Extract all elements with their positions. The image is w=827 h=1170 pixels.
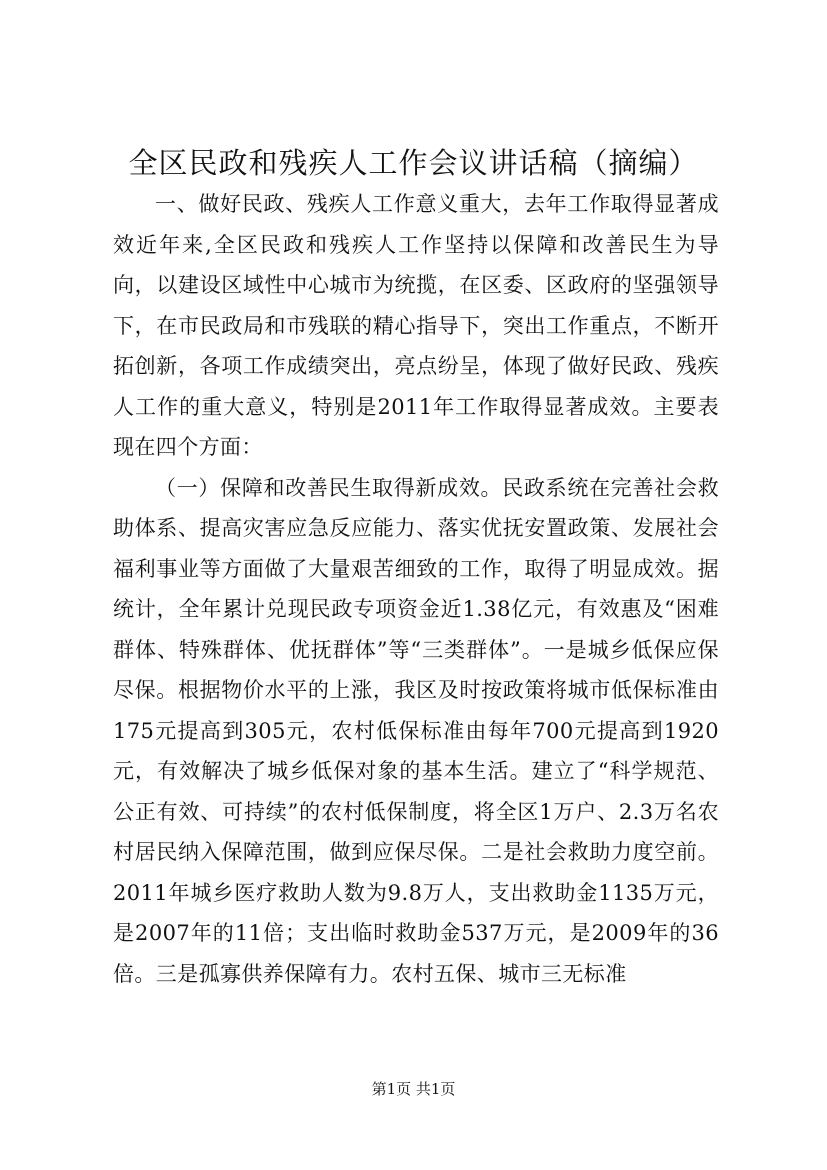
page-footer: 第1页 共1页 <box>371 1080 456 1098</box>
document-body <box>113 184 719 994</box>
paragraph-intro: 一、做好民政、残疾人工作意义重大，去年工作取得显著成效近年来,全区民政和残疾人工作坚持以保障和改善民生为导向，以建设区域性中心城市为统揽，在区委、区政府的坚强领导下，在市民政局和市残联的精心指导下，突出工作重点，不断开拓创新，各项工作成绩突出，亮点纷呈，体现了做好民政、残疾人工作的重大意义，特别是2011年工作取得显著成效。主要表现在四个方面： <box>113 192 719 459</box>
document-title: 全区民政和残疾人工作会议讲话稿（摘编） <box>128 146 699 180</box>
paragraph-section-1: （一）保障和改善民生取得新成效。民政系统在完善社会救助体系、提高灾害应急反应能力、落实优抚安置政策、发展社会福利事业等方面做了大量艰苦细致的工作，取得了明显成效。据统计，全年累计兑现民政专项资金近1.38亿元，有效惠及“困难群体、特殊群体、优抚群体”等“三类群体”。一是城乡低保应保尽保。根据物价水平的上涨，我区及时按政策将城市低保标准由175元提高到305元，农村低保标准由每年700元提高到1920元，有效解决了城乡低保对象的基本生活。建立了“科学规范、公正有效、可持续”的农村低保制度，将全区1万户、2.3万名农村居民纳入保障范围，做到应保尽保。二是社会救助力度空前。2011年城乡医疗救助人数为9.8万人，支出救助金1135万元，是2007年的11倍；支出临时救助金537万元，是2009年的36倍。三是孤寡供养保障有力。农村五保、城市三无标准 <box>113 475 719 986</box>
